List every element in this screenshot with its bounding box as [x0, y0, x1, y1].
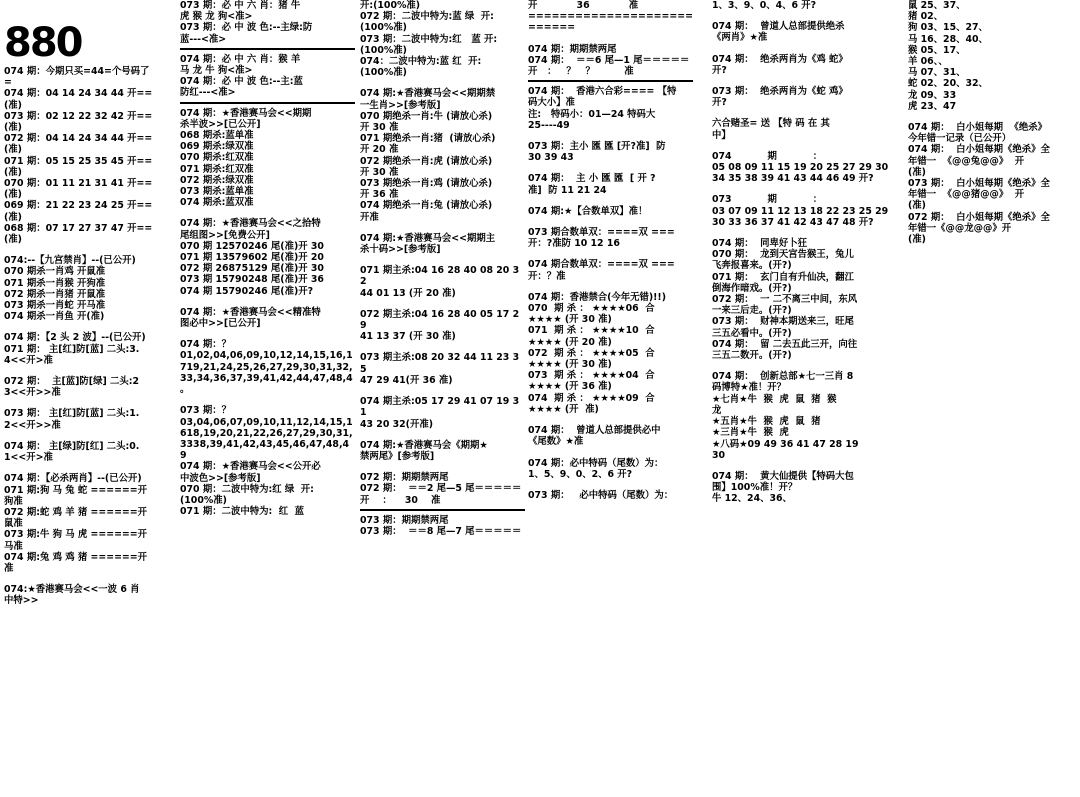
text-line: 073 期主杀:08 20 32 44 11 23 35 [360, 352, 520, 375]
text-line: 倒海作暗戏。(开?) [712, 282, 792, 294]
text-line: 074 期:★【合数单双】准！ [528, 205, 648, 217]
text-line: 074 期：★香港赛马会<<之拾特 [180, 218, 321, 230]
text-line: 开 ： 30 准 [360, 494, 441, 506]
spacer [712, 44, 892, 54]
text-line: 三五二数开。(开?) [712, 350, 792, 362]
text-line: ★八码★09 49 36 41 47 28 19 [712, 438, 859, 450]
text-line: ★★★★ (开 30 准) [528, 359, 612, 371]
text-line: 《尾数》★准 [528, 436, 584, 448]
text-line: 073 期： ＝＝8 尾—7 尾＝＝＝＝＝ [360, 525, 522, 537]
text-line: 070 期：二波中特为:红 绿 开: [180, 483, 314, 495]
spacer [180, 329, 355, 339]
text-line: 074 期：04 14 24 34 44 开==(准) [4, 88, 153, 111]
spacer [712, 461, 892, 471]
spacer [360, 223, 525, 233]
text-line: 074 期：★香港赛马会<<精准特 [180, 306, 321, 318]
text-line: 074 期：香港禁合(今年无错)!!) [528, 291, 666, 303]
spacer [4, 366, 164, 376]
text-line: 074 期：？ [180, 339, 231, 351]
text-line: 071 期 13579602 尾(准)开 20 [180, 252, 324, 264]
spacer [360, 299, 525, 309]
text-line: 072 期:蛇 鸡 羊 猪 ======开 [4, 506, 148, 518]
text-line: 杀半波>>[已公开] [180, 118, 261, 130]
spacer [528, 448, 693, 458]
text-line: 中】 [712, 129, 731, 141]
text-line: 074 期：期期禁两尾 [528, 43, 617, 55]
text-line: 074 期： 黄大仙提供【特码大包 [712, 470, 854, 482]
spacer [4, 431, 164, 441]
text-line: 防红---<准> [180, 87, 236, 99]
text-line: 071 期： 主[红]防[蓝] 二头:3. [4, 343, 140, 355]
text-line: 尾组图>>[免费公开] [180, 229, 270, 241]
text-line: 070 期杀:红双准 [180, 152, 254, 164]
text-line: 3<<开>>准 [4, 387, 61, 399]
spacer [712, 141, 892, 151]
text-line: 618,19,20,21,22,26,27,29,30,31, [180, 427, 353, 439]
text-line: 年错一《@@龙@@》开 [908, 222, 1012, 234]
spacer [360, 430, 525, 440]
text-line: 码大小】准 [528, 97, 575, 109]
text-line: 鼠 25、37、 [908, 0, 966, 11]
text-line: 074:★香港赛马会<<一波 6 肖 [4, 584, 140, 596]
text-line: 30 33 36 37 41 42 43 47 48 开? [712, 216, 874, 228]
spacer [712, 108, 892, 118]
text-line: 猴 05、17、 [908, 44, 966, 56]
site-logo: 880 [4, 20, 82, 66]
text-line: 070 期：01 11 21 31 41 开==(准) [4, 178, 153, 201]
column-4 [528, 0, 693, 797]
spacer [528, 282, 693, 292]
text-line: 074 期：★香港赛马会<<公开必 [180, 461, 321, 473]
text-line: 074 期： 香港六合彩==== 【特 [528, 86, 677, 98]
text-line: 猪 02、 [908, 11, 944, 23]
text-line: 1<<开>准 [4, 452, 53, 464]
text-line: 719,21,24,25,26,27,29,30,31,32, [180, 361, 353, 373]
text-line: =========================== [528, 11, 693, 34]
text-line: 071 期：05 15 25 35 45 开==(准) [4, 155, 153, 178]
text-line: 071 期主杀:04 16 28 40 08 20 32 [360, 265, 520, 288]
text-line: 074 期 15790246 尾(准)开? [180, 285, 314, 297]
spacer [360, 386, 525, 396]
text-line: 3338,39,41,42,43,45,46,47,48,49 [180, 438, 350, 462]
text-line: 33,34,36,37,39,41,42,44,47,48,4 [180, 372, 353, 384]
text-line: 073 期：必 中 六 肖：猪 牛 [180, 0, 301, 11]
text-line: 蛇 02、20、32、 [908, 78, 988, 90]
text-line: 071 期杀:红双准 [180, 163, 254, 175]
spacer [712, 361, 892, 371]
text-line: 073 期： 白小姐每期《绝杀》全 [908, 178, 1050, 190]
text-line: 05 08 09 11 15 19 20 25 27 29 30 [712, 162, 889, 174]
column-3 [360, 0, 525, 797]
text-line: 074 期:兔 鸡 鸡 猪 ======开 [4, 551, 148, 563]
text-line: 074 期:★香港赛马会<<期期禁 [360, 88, 496, 100]
text-line: ★三肖★牛 猴 虎 [712, 427, 789, 439]
text-line: 图必中>>[已公开] [180, 318, 261, 330]
section-divider [180, 48, 355, 50]
text-line: 071 期： 玄门自有升仙决，翻江 [712, 271, 854, 283]
text-line: 今年错一记录（已公开） [908, 133, 1012, 145]
spacer [4, 322, 164, 332]
text-line: 072 期： 主[蓝]防[绿] 二头:2 [4, 376, 140, 388]
text-line: 牛 12、24、36、 [712, 493, 792, 505]
text-line: 074 期 ： [712, 150, 823, 162]
text-line: 1、5、9、0、2、6 开? [528, 468, 633, 480]
text-line: 准 [4, 562, 14, 574]
section-divider [528, 80, 693, 82]
spacer [4, 398, 164, 408]
text-line: 070 期绝杀一肖:牛 (请放心杀) [360, 110, 493, 122]
text-line: 072 期杀一肖猪 开鼠准 [4, 288, 106, 300]
text-line: 开:(100%准) [360, 0, 421, 11]
text-line: 龙 09、33 [908, 89, 957, 101]
text-line: 074：二波中特为:蓝 红 开: [360, 56, 482, 68]
spacer [528, 196, 693, 206]
text-line: 074 期： 绝杀两肖为《鸡 蛇》 [712, 53, 848, 65]
text-line: 072 期：期期禁两尾 [360, 472, 449, 484]
text-line: 。 [180, 384, 190, 396]
text-line: 01,02,04,06,09,10,12,14,15,16,1 [180, 350, 353, 362]
text-line: 074 期:★香港赛马会<<期期主 [360, 232, 496, 244]
spacer [528, 249, 693, 259]
text-line: 禁两尾》[参考版] [360, 450, 435, 462]
text-line: 准] 防 11 21 24 [528, 184, 607, 196]
text-line: 073 期：期期禁两尾 [360, 514, 449, 526]
text-line: 羊 06、、 [908, 56, 948, 68]
text-line: 074 期：必 中 波 色:--主:蓝 [180, 76, 303, 88]
text-line: 072 期 杀 ： ★★★★05 合 [528, 347, 655, 359]
text-line: 开? [712, 64, 727, 76]
text-line: ★★★★ (开 20 准) [528, 336, 612, 348]
spacer [528, 131, 693, 141]
text-line: 1、3、9、0、4、6 开? [712, 0, 817, 11]
text-line: 马 龙 牛 狗<准> [180, 65, 253, 77]
text-line: 鼠准 [4, 518, 23, 530]
text-line: 073 期绝杀一肖:鸡 (请放心杀) [360, 178, 493, 190]
text-line: 《两肖》★准 [712, 32, 768, 44]
text-line: 073 期 15790248 尾(准)开 36 [180, 274, 324, 286]
text-line: 马 16、28、40、 [908, 33, 988, 45]
text-line: 073 期： 财神本期送来三，旺尾 [712, 316, 854, 328]
text-line: 072 期：二波中特为:蓝 绿 开: [360, 11, 494, 23]
spacer [360, 255, 525, 265]
spacer [712, 184, 892, 194]
text-line: 074 期： 曾道人总部提供必中 [528, 425, 661, 437]
text-line: 072 期： 一 二不离三中间，东风 [712, 294, 858, 306]
text-line: 073 期:牛 狗 马 虎 ======开 [4, 529, 148, 541]
text-line: 开：?准防 10 12 16 [528, 238, 620, 250]
text-line: 074 期绝杀一肖:兔 (请放心杀) [360, 200, 493, 212]
spacer [4, 245, 164, 255]
text-line: 三五必看中。(开?) [712, 327, 792, 339]
text-line: 074 期： 留 二去五此三开，向往 [712, 338, 858, 350]
text-line: 074 期杀:蓝双准 [180, 197, 254, 209]
text-line: 073 期：二波中特为:红 蓝 开: [360, 33, 498, 45]
text-line: 虎 23、47 [908, 100, 957, 112]
text-line: 074 期： ＝＝6 尾—1 尾＝＝＝＝＝ [528, 54, 690, 66]
text-line: 蓝---<准> [180, 33, 227, 45]
text-line: 年错一 《@@兔@@》 开 [908, 155, 1025, 167]
text-line: 25----49 [528, 119, 570, 131]
text-line: 六合赌圣= 送 【特 码 在 其 [712, 118, 830, 130]
text-line: 074 期： 主 小 匯 匯 [ 开 ? [528, 173, 656, 185]
text-line: 一来三后走。(开?) [712, 305, 792, 317]
text-line: 074:--【九宫禁肖】--(已公开) [4, 255, 136, 267]
text-line: 074 期:★香港赛马会《期期★ [360, 439, 488, 451]
text-line: 中波色>>[参考版] [180, 472, 261, 484]
spacer [180, 297, 355, 307]
text-line: 狗 03、15、27、 [908, 22, 988, 34]
text-line: 马 07、31、 [908, 67, 966, 79]
text-line: 43 20 32(开准) [360, 418, 433, 430]
text-line: 龙 [712, 404, 722, 416]
column-5 [712, 0, 892, 797]
text-line: 073 期：？ [180, 405, 231, 417]
text-line: 073 期 杀 ： ★★★★04 合 [528, 370, 655, 382]
text-line: (100%准) [360, 67, 407, 79]
text-line: 072 期 26875129 尾(准)开 30 [180, 263, 324, 275]
text-line: 072 期绝杀一肖:虎 (请放心杀) [360, 155, 493, 167]
text-line: 071 期:狗 马 兔 蛇 ======开 [4, 484, 148, 496]
spacer [180, 395, 355, 405]
text-line: 开 36 准 [360, 189, 399, 201]
text-line: 2<<开>>准 [4, 419, 61, 431]
spacer [908, 112, 1080, 122]
text-line: 围】100%准！开？ [712, 482, 798, 494]
text-line: 073 期：必 中 波 色:--主绿:防 [180, 22, 313, 34]
text-line: 47 29 41(开 36 准) [360, 374, 453, 386]
text-line: 071 期绝杀一肖:猪 (请放心杀) [360, 133, 496, 145]
spacer [712, 76, 892, 86]
text-line: ★★★★ (开 准) [528, 403, 599, 415]
text-line: 074 期主杀:05 17 29 41 07 19 31 [360, 396, 520, 419]
text-line: 074 期：★香港赛马会<<期期 [180, 107, 312, 119]
text-line: 年错一 《@@猪@@》 开 [908, 189, 1025, 201]
text-line: 072 期：04 14 24 34 44 开==(准) [4, 133, 153, 156]
text-line: 074 期： 白小姐每期《绝杀》全 [908, 144, 1050, 156]
spacer [360, 342, 525, 352]
spacer [4, 463, 164, 473]
spacer [360, 462, 525, 472]
text-line: 072 期： ＝＝2 尾—5 尾＝＝＝＝＝ [360, 483, 522, 495]
spacer [712, 11, 892, 21]
text-line: 070 期 杀 ： ★★★★06 合 [528, 303, 655, 315]
text-line: 073 期： 必中特码（尾数）为： [528, 489, 674, 501]
text-line: ★★★★ (开 36 准) [528, 381, 612, 393]
spacer [180, 208, 355, 218]
text-line: 074 期 杀 ： ★★★★09 合 [528, 392, 655, 404]
text-line: ★★★★ (开 30 准) [528, 314, 612, 326]
text-line: 072 期杀:绿双准 [180, 174, 254, 186]
text-line: 071 期杀一肖猴 开狗准 [4, 277, 106, 289]
spacer [528, 415, 693, 425]
text-line: 杀十码>>[参考版] [360, 244, 441, 256]
spacer [712, 228, 892, 238]
text-line: 073 期 ： [712, 194, 823, 206]
text-line: 069 期：21 22 23 24 25 开==(准) [4, 200, 153, 223]
text-line: 072 期： 白小姐每期《绝杀》全 [908, 211, 1050, 223]
text-line: 070 期杀一肖鸡 开鼠准 [4, 266, 106, 278]
text-line: (准) [908, 166, 926, 178]
text-line: 074 期： 主[绿]防[红] 二头:0. [4, 440, 140, 452]
text-line: 074 期： 曾道人总部提供绝杀 [712, 21, 845, 33]
text-line: 开 30 准 [360, 122, 399, 134]
text-line: 074 期：必中特码（尾数）为： [528, 457, 664, 469]
text-line: 073 期： 绝杀两肖为《蛇 鸡》 [712, 86, 848, 98]
column-1 [4, 0, 164, 797]
text-line: 073 期杀一肖蛇 开马准 [4, 300, 106, 312]
text-line: 码博特★准！开？ [712, 382, 787, 394]
text-line: 注: 特码小：01—24 特码大 [528, 108, 656, 120]
text-line: = [4, 77, 12, 89]
text-line: 44 01 13 (开 20 准) [360, 287, 456, 299]
text-line: (100%准) [360, 44, 407, 56]
text-line: 41 13 37 (开 30 准) [360, 331, 456, 343]
text-line: 069 期杀:绿双准 [180, 141, 254, 153]
text-line: 03 07 09 11 12 13 18 22 23 25 29 [712, 205, 889, 217]
text-line: 074 期： 白小姐每期 《绝杀》 [908, 122, 1048, 134]
text-line: 开 36 准 [528, 0, 639, 11]
text-line: 开准 [360, 211, 379, 223]
text-line: 073 期合数单双：====双 === [528, 227, 675, 239]
text-line: 虎 猴 龙 狗<准> [180, 11, 253, 23]
text-line: 开：？准 [528, 270, 566, 282]
text-line: (100%准) [180, 494, 227, 506]
text-line: 074 期： 同卑好卜狂 [712, 238, 807, 250]
spacer [4, 574, 164, 584]
text-line: 071 期 杀 ： ★★★★10 合 [528, 325, 655, 337]
spacer [528, 480, 693, 490]
text-line: 03,04,06,07,09,10,11,12,14,15,1 [180, 416, 353, 428]
text-line: 中特>> [4, 595, 39, 607]
text-line: 074 期合数单双：====双 === [528, 259, 675, 271]
text-line: 一生肖>>[参考版] [360, 99, 441, 111]
text-line: ★五肖★牛 猴 虎 鼠 猪 [712, 416, 821, 428]
text-line: 073 期： 主[红]防[蓝] 二头:1. [4, 408, 140, 420]
text-line: 飞奔报喜来。(开?) [712, 260, 792, 272]
text-line: 30 39 43 [528, 152, 574, 164]
text-line: 马准 [4, 540, 23, 552]
text-line: 开 30 准 [360, 166, 399, 178]
text-line: 30 [712, 449, 726, 461]
text-line: 073 期：02 12 22 32 42 开==(准) [4, 110, 153, 134]
text-line: 4<<开>准 [4, 354, 53, 366]
text-line: ★七肖★牛 猴 虎 鼠 猪 猴 [712, 393, 837, 405]
section-divider [180, 102, 355, 104]
text-line: 开 20 准 [360, 144, 399, 156]
spacer [528, 217, 693, 227]
text-line: 068 期：07 17 27 37 47 开==(准) [4, 222, 153, 246]
spacer [528, 163, 693, 173]
spacer [360, 78, 525, 88]
column-6 [908, 0, 1080, 797]
text-line: 074 期：【2 头 2 波】--(已公开) [4, 332, 146, 344]
text-line: 068 期杀:蓝单准 [180, 130, 254, 142]
text-line: 狗准 [4, 495, 23, 507]
text-line: 开 ： ？ ？ 准 [528, 66, 634, 78]
text-line: 34 35 38 39 41 43 44 46 49 开? [712, 173, 874, 185]
column-2 [180, 0, 355, 797]
text-line: 073 期：主小 匯 匯 [开?准] 防 [528, 141, 666, 153]
text-line: 074 期：今期只买=44=个号码了 [4, 66, 150, 77]
text-line: 070 期 12570246 尾(准)开 30 [180, 240, 324, 252]
text-line: 074 期：【必杀两肖】--(已公开) [4, 473, 142, 485]
text-line: 070 期： 龙到天宫告猴王，兔儿 [712, 249, 854, 261]
text-line: (准) [908, 234, 926, 246]
text-line: 072 期主杀:04 16 28 40 05 17 29 [360, 308, 520, 332]
text-line: 073 期杀:蓝单准 [180, 186, 254, 198]
text-line: 074 期杀一肖鱼 开(准) [4, 311, 105, 323]
text-line: (准) [908, 200, 926, 212]
text-line: (100%准) [360, 22, 407, 34]
text-line: 071 期：二波中特为: 红 蓝 [180, 506, 305, 518]
spacer [528, 34, 693, 44]
section-divider [360, 509, 525, 511]
text-line: 开? [712, 97, 727, 109]
text-line: 074 期：必 中 六 肖：猴 羊 [180, 53, 301, 65]
text-line: 074 期： 创新总部★七一三肖 8 [712, 371, 854, 383]
